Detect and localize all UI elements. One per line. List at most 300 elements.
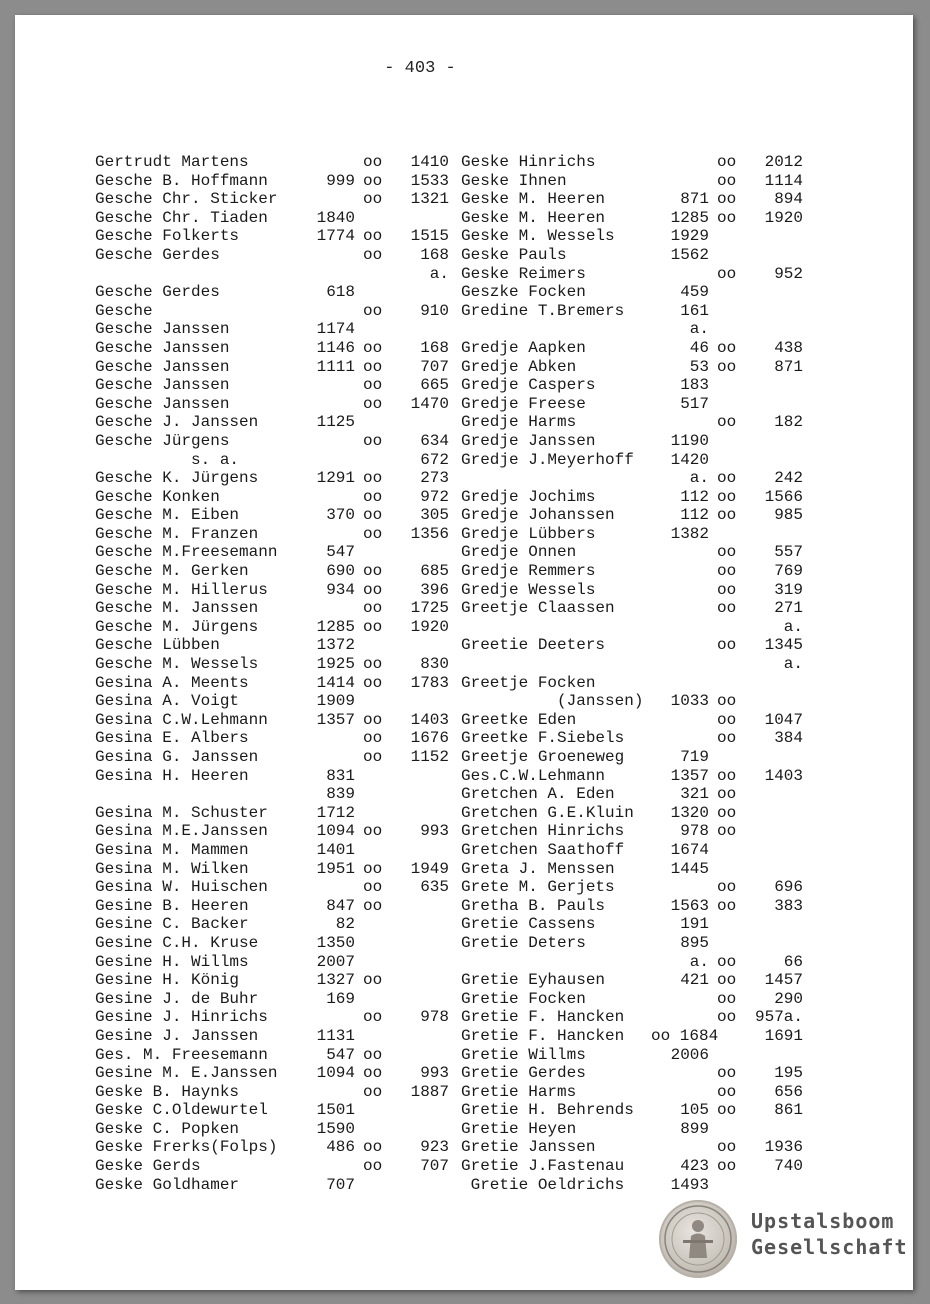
entry-name: Gredje Remmers xyxy=(461,562,596,581)
register-entry xyxy=(95,488,475,507)
entry-marriage-mark: oo xyxy=(717,1157,737,1176)
register-entry xyxy=(461,692,841,711)
seal-icon xyxy=(659,1200,737,1278)
entry-name: Gesche Folkerts xyxy=(95,227,240,246)
register-entry xyxy=(95,897,475,916)
register-entry xyxy=(461,599,841,618)
entry-ref: 112 xyxy=(680,506,709,525)
register-entry xyxy=(95,209,475,228)
entry-marriage-mark: oo xyxy=(363,1138,383,1157)
entry-spouse-ref: 769 xyxy=(774,562,803,581)
register-entry xyxy=(95,878,475,897)
register-entry xyxy=(95,822,475,841)
entry-name: Gesche Gerdes xyxy=(95,245,220,264)
entry-marriage-mark: oo xyxy=(363,748,383,766)
register-entry xyxy=(95,395,475,414)
entry-ref: 53 xyxy=(689,357,709,376)
entry-spouse-ref: 972 xyxy=(420,487,449,506)
entry-spouse-ref: 1691 xyxy=(764,1026,803,1045)
entry-spouse-ref: 1321 xyxy=(410,190,449,209)
entry-name: Gesche M.Freesemann xyxy=(95,543,278,562)
entry-name: Gretie H. Behrends xyxy=(461,1101,634,1120)
register-entry xyxy=(95,915,475,934)
entry-marriage-mark: oo xyxy=(363,431,383,450)
entry-marriage-mark: oo xyxy=(717,153,737,171)
entry-spouse-ref: 242 xyxy=(774,469,803,488)
register-entry xyxy=(461,860,841,879)
register-entry xyxy=(461,1083,841,1102)
register-entry xyxy=(95,562,475,581)
entry-marriage-mark: oo xyxy=(363,524,383,543)
entry-marriage-mark: oo xyxy=(717,1064,737,1083)
entry-ref: 1327 xyxy=(316,971,355,990)
entry-marriage-mark: oo xyxy=(717,729,737,748)
entry-spouse-ref: 1887 xyxy=(410,1082,449,1101)
entry-name: Gesina M. Mammen xyxy=(95,840,249,859)
entry-marriage-mark: oo xyxy=(363,1157,383,1176)
entry-marriage-mark: oo xyxy=(363,153,383,171)
entry-name: Gesche Janssen xyxy=(95,394,230,413)
entry-spouse-ref: 557 xyxy=(774,543,803,562)
entry-ref: 423 xyxy=(680,1157,709,1176)
entry-ref: 1125 xyxy=(316,413,355,432)
entry-marriage-mark: oo xyxy=(717,580,737,599)
entry-name: Gretie Heyen xyxy=(461,1119,577,1138)
entry-ref: 46 xyxy=(689,338,709,357)
page-number: - 403 - xyxy=(384,59,456,78)
register-entry xyxy=(95,413,475,432)
register-entry xyxy=(461,153,841,172)
register-entry xyxy=(95,265,475,284)
entry-spouse-ref: 871 xyxy=(774,357,803,376)
entry-ref: 1350 xyxy=(316,933,355,952)
entry-name: Gesche M. Jürgens xyxy=(95,617,259,636)
entry-spouse-ref: 182 xyxy=(774,413,803,432)
entry-marriage-mark: oo xyxy=(363,710,383,729)
register-entry xyxy=(95,172,475,191)
entry-ref: 1501 xyxy=(316,1101,355,1120)
entry-spouse-ref: 1410 xyxy=(410,153,449,171)
register-entry xyxy=(461,339,841,358)
register-entry xyxy=(95,190,475,209)
entry-spouse-ref: 396 xyxy=(420,580,449,599)
register-entry xyxy=(461,990,841,1009)
register-entry xyxy=(95,711,475,730)
register-entry xyxy=(461,302,841,321)
entry-marriage-mark: oo xyxy=(363,506,383,525)
entry-ref: 1357 xyxy=(670,766,709,785)
entry-ref: 2007 xyxy=(316,952,355,971)
entry-ref: 839 xyxy=(326,785,355,804)
register-entry xyxy=(95,1064,475,1083)
entry-name: Greetje Claassen xyxy=(461,599,615,618)
entry-spouse-ref: 985 xyxy=(774,506,803,525)
entry-spouse-ref: 707 xyxy=(420,1157,449,1176)
entry-marriage-mark: oo xyxy=(717,822,737,841)
entry-spouse-ref: 305 xyxy=(420,506,449,525)
register-entry xyxy=(95,506,475,525)
entry-spouse-ref: 740 xyxy=(774,1157,803,1176)
society-name xyxy=(751,1208,908,1260)
register-entry xyxy=(95,302,475,321)
entry-ref: 1493 xyxy=(670,1175,709,1194)
entry-marriage-mark: oo xyxy=(717,878,737,897)
entry-spouse-ref: 957a. xyxy=(754,1008,803,1027)
entry-ref: 1774 xyxy=(316,227,355,246)
entry-marriage-mark: oo xyxy=(717,599,737,618)
register-entry xyxy=(461,897,841,916)
entry-ref: 1094 xyxy=(316,1064,355,1083)
register-entry xyxy=(95,1046,475,1065)
entry-name: Gredje Freese xyxy=(461,394,586,413)
register-entry xyxy=(95,376,475,395)
register-entry xyxy=(95,990,475,1009)
entry-spouse-ref: 271 xyxy=(774,599,803,618)
entry-marriage-mark: oo xyxy=(363,1064,383,1083)
entry-marriage-mark: oo xyxy=(717,171,737,190)
entry-name: Gretie Deters xyxy=(461,933,586,952)
entry-name: Gredje Wessels xyxy=(461,580,596,599)
entry-spouse-ref: 672 xyxy=(420,450,449,469)
entry-spouse-ref: 1783 xyxy=(410,673,449,692)
entry-name: Gretie Janssen xyxy=(461,1138,596,1157)
entry-ref: 1357 xyxy=(316,710,355,729)
register-entry xyxy=(95,953,475,972)
entry-spouse-ref: 656 xyxy=(774,1082,803,1101)
register-entry xyxy=(95,358,475,377)
entry-name: Greetke F.Siebels xyxy=(461,729,625,748)
entry-marriage-mark: oo xyxy=(363,245,383,264)
entry-name: Geske Ihnen xyxy=(461,171,567,190)
entry-name: Gesche Janssen xyxy=(95,357,230,376)
register-entry xyxy=(95,227,475,246)
entry-name: Gredje Aapken xyxy=(461,338,586,357)
entry-ref: 719 xyxy=(680,748,709,766)
entry-name: Gesche M. Gerken xyxy=(95,562,249,581)
register-entry xyxy=(95,655,475,674)
entry-name: Gesina E. Albers xyxy=(95,729,249,748)
register-entry xyxy=(461,283,841,302)
register-entry xyxy=(461,1046,841,1065)
entry-name: Gesche M. Eiben xyxy=(95,506,240,525)
left-column xyxy=(95,153,475,1194)
entry-ref: 370 xyxy=(326,506,355,525)
entry-marriage-mark: oo xyxy=(717,989,737,1008)
entry-name: Gesina A. Voigt xyxy=(95,692,240,711)
register-entry xyxy=(95,767,475,786)
entry-ref: 934 xyxy=(326,580,355,599)
entry-name: Greta J. Menssen xyxy=(461,859,615,878)
entry-name: Gesina M. Schuster xyxy=(95,803,268,822)
entry-name: Ges. M. Freesemann xyxy=(95,1045,268,1064)
register-entry xyxy=(95,1120,475,1139)
entry-ref: 1562 xyxy=(670,245,709,264)
entry-ref: 831 xyxy=(326,766,355,785)
entry-ref: 1190 xyxy=(670,431,709,450)
entry-marriage-mark: oo xyxy=(363,878,383,897)
entry-spouse-ref: 665 xyxy=(420,376,449,395)
register-entry xyxy=(461,376,841,395)
entry-marriage-mark: oo xyxy=(363,655,383,674)
entry-name: Gredje Abken xyxy=(461,357,577,376)
entry-spouse-ref: 273 xyxy=(420,469,449,488)
register-entry xyxy=(95,860,475,879)
entry-marriage-mark: oo xyxy=(363,469,383,488)
register-entry xyxy=(461,971,841,990)
register-entry xyxy=(461,1008,841,1027)
entry-ref: 618 xyxy=(326,283,355,302)
entry-spouse-ref: 910 xyxy=(420,301,449,320)
register-entry xyxy=(461,618,841,637)
entry-ref: 1909 xyxy=(316,692,355,711)
entry-name: (Janssen) xyxy=(461,692,644,711)
entry-marriage-mark: oo xyxy=(363,580,383,599)
entry-marriage-mark: oo xyxy=(717,562,737,581)
entry-ref: 1712 xyxy=(316,803,355,822)
entry-ref: 191 xyxy=(680,915,709,934)
entry-name: Geske M. Heeren xyxy=(461,190,606,209)
entry-name: Gesine B. Heeren xyxy=(95,896,249,915)
entry-ref: 161 xyxy=(680,301,709,320)
entry-ref: a. xyxy=(689,952,709,971)
entry-name: Gesche M. Franzen xyxy=(95,524,259,543)
entry-spouse-ref: 978 xyxy=(420,1008,449,1027)
entry-name: Gesche M. Hillerus xyxy=(95,580,268,599)
entry-name: Gesine J. Hinrichs xyxy=(95,1008,268,1027)
entry-ref: oo 1684 xyxy=(651,1026,719,1045)
entry-marriage-mark: oo xyxy=(363,190,383,209)
register-entry xyxy=(461,320,841,339)
entry-name: Gesche Janssen xyxy=(95,376,230,395)
entry-spouse-ref: 1345 xyxy=(764,636,803,655)
register-entry xyxy=(95,246,475,265)
entry-spouse-ref: 861 xyxy=(774,1101,803,1120)
entry-name: Gesche Konken xyxy=(95,487,220,506)
register-entry xyxy=(461,1101,841,1120)
entry-ref: 1590 xyxy=(316,1119,355,1138)
entry-marriage-mark: oo xyxy=(717,692,737,711)
register-entry xyxy=(461,1176,841,1195)
register-entry xyxy=(461,525,841,544)
register-entry xyxy=(95,729,475,748)
entry-name: Gesche Janssen xyxy=(95,320,230,339)
entry-name: Gesche xyxy=(95,301,153,320)
entry-marriage-mark: oo xyxy=(363,1082,383,1101)
entry-ref: 1131 xyxy=(316,1026,355,1045)
entry-spouse-ref: 1920 xyxy=(410,617,449,636)
entry-name: Gesine J. de Buhr xyxy=(95,989,259,1008)
entry-name: Gesche Chr. Tiaden xyxy=(95,208,268,227)
entry-name: Grete M. Gerjets xyxy=(461,878,615,897)
register-entry xyxy=(95,339,475,358)
entry-name: Gretie F. Hancken xyxy=(461,1026,625,1045)
entry-marriage-mark: oo xyxy=(363,487,383,506)
entry-spouse-ref: 383 xyxy=(774,896,803,915)
entry-name: Gretie Cassens xyxy=(461,915,596,934)
entry-ref: 1925 xyxy=(316,655,355,674)
entry-name: Gredje Johanssen xyxy=(461,506,615,525)
entry-name: Gesche Janssen xyxy=(95,338,230,357)
entry-name: Gretchen A. Eden xyxy=(461,785,615,804)
entry-name: Gretchen Saathoff xyxy=(461,840,625,859)
entry-marriage-mark: oo xyxy=(363,896,383,915)
entry-ref: 1094 xyxy=(316,822,355,841)
entry-name: Geske Goldhamer xyxy=(95,1175,240,1194)
entry-spouse-ref: 696 xyxy=(774,878,803,897)
entry-ref: 112 xyxy=(680,487,709,506)
entry-ref: a. xyxy=(689,320,709,339)
right-column xyxy=(461,153,841,1194)
entry-marriage-mark: oo xyxy=(717,190,737,209)
entry-name: Gesine H. Willms xyxy=(95,952,249,971)
entry-name: Greetje Focken xyxy=(461,673,596,692)
entry-marriage-mark: oo xyxy=(363,376,383,395)
register-entry xyxy=(95,581,475,600)
entry-marriage-mark: oo xyxy=(717,785,737,804)
register-entry xyxy=(461,1157,841,1176)
entry-marriage-mark: oo xyxy=(363,357,383,376)
entry-name: Gesine C.H. Kruse xyxy=(95,933,259,952)
register-entry xyxy=(461,265,841,284)
entry-name: Gesche Jürgens xyxy=(95,431,230,450)
entry-name: Ges.C.W.Lehmann xyxy=(461,766,606,785)
register-entry xyxy=(461,451,841,470)
register-entry xyxy=(461,190,841,209)
entry-ref: 547 xyxy=(326,1045,355,1064)
entry-name: Geske Gerds xyxy=(95,1157,201,1176)
register-entry xyxy=(461,748,841,767)
register-entry xyxy=(95,599,475,618)
entry-marriage-mark: oo xyxy=(717,487,737,506)
register-entry xyxy=(461,246,841,265)
entry-ref: 1174 xyxy=(316,320,355,339)
register-entry xyxy=(461,878,841,897)
entry-marriage-mark: oo xyxy=(717,971,737,990)
register-entry xyxy=(461,841,841,860)
register-entry xyxy=(461,1027,841,1046)
register-entry xyxy=(461,934,841,953)
entry-name: Geske Pauls xyxy=(461,245,567,264)
entry-spouse-ref: 1515 xyxy=(410,227,449,246)
register-entry xyxy=(95,543,475,562)
register-entry xyxy=(461,655,841,674)
entry-ref: 978 xyxy=(680,822,709,841)
register-entry xyxy=(461,729,841,748)
entry-spouse-ref: 1457 xyxy=(764,971,803,990)
register-entry xyxy=(461,227,841,246)
entry-spouse-ref: a. xyxy=(783,655,803,674)
register-entry xyxy=(461,581,841,600)
entry-name: Gesina C.W.Lehmann xyxy=(95,710,268,729)
register-entry xyxy=(95,525,475,544)
entry-name: Gesche K. Jürgens xyxy=(95,469,259,488)
entry-marriage-mark: oo xyxy=(363,859,383,878)
entry-spouse-ref: 66 xyxy=(783,952,803,971)
entry-marriage-mark: oo xyxy=(717,543,737,562)
entry-name: Gretie Gerdes xyxy=(461,1064,586,1083)
entry-ref: 1674 xyxy=(670,840,709,859)
entry-name: Gesina W. Huischen xyxy=(95,878,268,897)
register-entry xyxy=(95,153,475,172)
entry-name: Gesine C. Backer xyxy=(95,915,249,934)
entry-name: Gretie J.Fastenau xyxy=(461,1157,625,1176)
entry-name: Geske C. Popken xyxy=(95,1119,240,1138)
entry-spouse-ref: 1152 xyxy=(410,748,449,766)
entry-spouse-ref: 168 xyxy=(420,245,449,264)
register-entry xyxy=(461,953,841,972)
register-entry xyxy=(95,804,475,823)
entry-marriage-mark: oo xyxy=(717,338,737,357)
register-entry xyxy=(461,785,841,804)
entry-name: Gesche B. Hoffmann xyxy=(95,171,268,190)
register-entry xyxy=(95,1138,475,1157)
society-logo xyxy=(659,1200,919,1280)
entry-spouse-ref: 993 xyxy=(420,1064,449,1083)
entry-marriage-mark: oo xyxy=(363,971,383,990)
entry-spouse-ref: 1403 xyxy=(410,710,449,729)
entry-ref: 1291 xyxy=(316,469,355,488)
entry-ref: 486 xyxy=(326,1138,355,1157)
register-entry xyxy=(95,748,475,767)
entry-ref: 321 xyxy=(680,785,709,804)
entry-ref: 1285 xyxy=(316,617,355,636)
entry-ref: a. xyxy=(689,469,709,488)
entry-spouse-ref: 168 xyxy=(420,338,449,357)
register-entry xyxy=(95,283,475,302)
entry-ref: 1372 xyxy=(316,636,355,655)
entry-marriage-mark: oo xyxy=(363,227,383,246)
entry-name: Gesche Gerdes xyxy=(95,283,220,302)
register-entry xyxy=(95,674,475,693)
entry-name: Gesche Chr. Sticker xyxy=(95,190,278,209)
entry-name: Gretie Willms xyxy=(461,1045,586,1064)
entry-ref: 517 xyxy=(680,394,709,413)
entry-marriage-mark: oo xyxy=(717,413,737,432)
entry-name: Gredje Caspers xyxy=(461,376,596,395)
entry-name: Gretchen G.E.Kluin xyxy=(461,803,634,822)
entry-spouse-ref: 923 xyxy=(420,1138,449,1157)
entry-marriage-mark: oo xyxy=(363,729,383,748)
entry-spouse-ref: 952 xyxy=(774,264,803,283)
register-entry xyxy=(461,469,841,488)
entry-ref: 105 xyxy=(680,1101,709,1120)
entry-name: Gretie Harms xyxy=(461,1082,577,1101)
entry-marriage-mark: oo xyxy=(717,896,737,915)
entry-spouse-ref: 707 xyxy=(420,357,449,376)
entry-spouse-ref: 1533 xyxy=(410,171,449,190)
entry-name: Gesche J. Janssen xyxy=(95,413,259,432)
entry-marriage-mark: oo xyxy=(363,338,383,357)
entry-marriage-mark: oo xyxy=(363,822,383,841)
register-entry xyxy=(95,1008,475,1027)
register-entry xyxy=(461,767,841,786)
entry-marriage-mark: oo xyxy=(363,394,383,413)
entry-marriage-mark: oo xyxy=(717,636,737,655)
entry-spouse-ref: 1949 xyxy=(410,859,449,878)
entry-ref: 1382 xyxy=(670,524,709,543)
register-entry xyxy=(95,1176,475,1195)
register-entry xyxy=(461,1120,841,1139)
entry-spouse-ref: 830 xyxy=(420,655,449,674)
entry-marriage-mark: oo xyxy=(363,1008,383,1027)
register-entry xyxy=(95,841,475,860)
entry-ref: 1420 xyxy=(670,450,709,469)
entry-name: Geske M. Wessels xyxy=(461,227,615,246)
entry-spouse-ref: 438 xyxy=(774,338,803,357)
entry-marriage-mark: oo xyxy=(717,1082,737,1101)
entry-marriage-mark: oo xyxy=(717,506,737,525)
register-entry xyxy=(95,934,475,953)
